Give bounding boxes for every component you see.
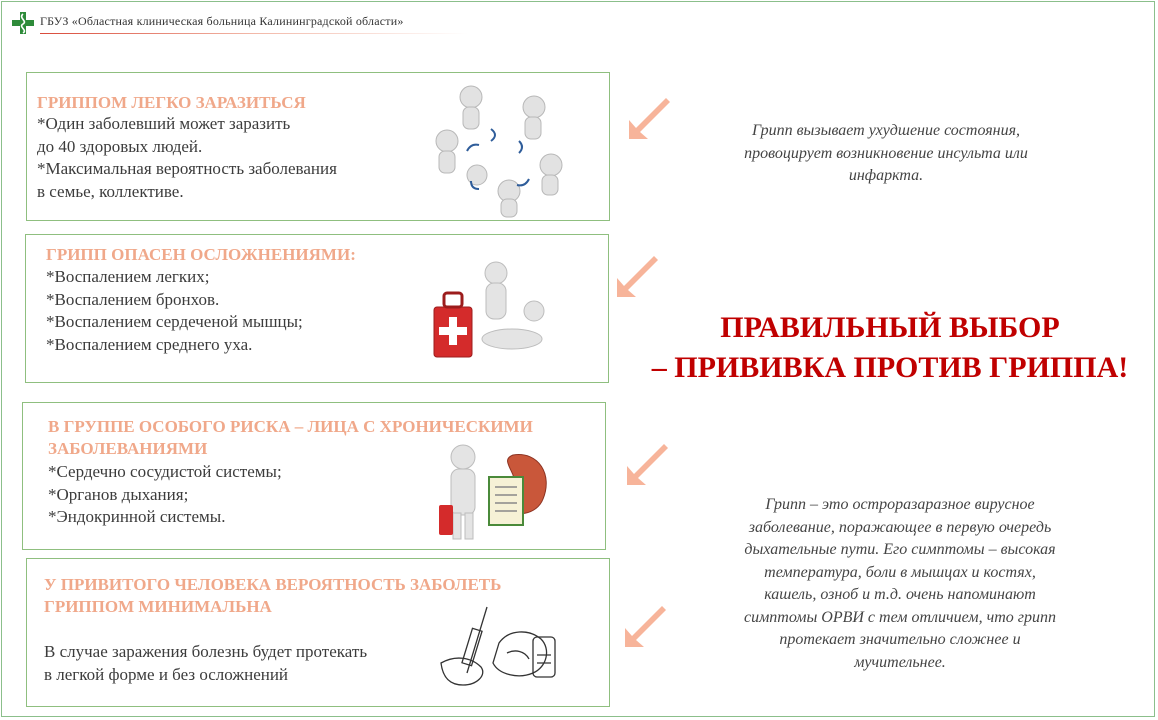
box-title-line: ГРИППОМ МИНИМАЛЬНА: [44, 597, 272, 616]
box-title: ГРИППОМ ЛЕГКО ЗАРАЗИТЬСЯ: [37, 93, 306, 112]
headline-line: ПРАВИЛЬНЫЙ ВЫБОР: [720, 311, 1060, 344]
box-text: [44, 641, 367, 686]
side-line: мучительнее.: [854, 653, 946, 671]
main-headline: [630, 308, 1150, 388]
box-line: *Максимальная вероятность заболевания: [37, 159, 337, 178]
box-title-line: В ГРУППЕ ОСОБОГО РИСКА – ЛИЦА С ХРОНИЧЕСКИМИ: [48, 417, 533, 436]
box-line: в легкой форме и без осложнений: [44, 664, 289, 684]
box-line: *Воспалением легких;: [46, 267, 210, 286]
side-line: инфаркта.: [848, 167, 924, 184]
box-line: В случае заражения болезнь будет протекать: [44, 642, 368, 661]
side-line: заболевание, поражающее в первую очередь: [748, 518, 1052, 536]
people-circle-image: [419, 79, 569, 219]
arrow-left-down-icon: [624, 602, 670, 652]
side-line: симптомы ОРВИ с тем отличием, что грипп: [743, 608, 1057, 626]
org-region: Калининградской области»: [259, 14, 404, 28]
side-line: Грипп вызывает ухудшение состояния,: [751, 122, 1021, 139]
doctor-kidney-image: [435, 443, 565, 543]
box-title: [44, 574, 501, 618]
box-text: [46, 266, 303, 356]
side-line: Грипп – это остроразаразное вирусное: [765, 496, 1035, 513]
arrow-left-down-icon: [626, 440, 672, 490]
side-note-top: [700, 120, 1072, 188]
box-line: до 40 здоровых людей.: [37, 136, 203, 156]
side-line: провоцирует возникновение инсульта или: [744, 144, 1028, 162]
side-line: температура, боли в мышцах и костях,: [764, 563, 1036, 581]
org-prefix: ГБУЗ «Областная клиническая больница: [40, 14, 257, 28]
headline-line: – ПРИВИВКА ПРОТИВ ГРИППА!: [651, 351, 1129, 384]
header-divider: [40, 33, 468, 34]
box-line: *Сердечно сосудистой системы;: [48, 462, 282, 481]
box-text: [37, 113, 337, 203]
box-text: [48, 461, 282, 529]
info-box-complications: [25, 234, 609, 383]
box-title: ГРИПП ОПАСЕН ОСЛОЖНЕНИЯМИ:: [46, 245, 356, 264]
info-box-vaccinated: [26, 558, 610, 707]
arrow-left-down-icon: [616, 252, 662, 302]
box-title-line: ЗАБОЛЕВАНИЯМИ: [48, 439, 208, 458]
box-line: *Воспалением бронхов.: [46, 289, 220, 309]
first-aid-image: [430, 259, 550, 374]
vaccination-image: [437, 603, 567, 695]
side-line: кашель, озноб и т.д. очень напоминают: [764, 586, 1036, 603]
organization-name: [40, 14, 404, 29]
side-note-bottom: [716, 494, 1084, 674]
arrow-left-down-icon: [628, 94, 674, 144]
info-box-risk-group: [22, 402, 606, 550]
box-line: в семье, коллективе.: [37, 181, 184, 201]
header: [10, 8, 460, 36]
hospital-logo-icon: [10, 10, 36, 36]
side-line: дыхательные пути. Его симптомы – высокая: [744, 541, 1056, 558]
box-line: *Воспалением среднего уха.: [46, 334, 253, 354]
side-line: протекает значительно сложнее и: [779, 631, 1021, 648]
box-line: *Один заболевший может заразить: [37, 114, 291, 133]
box-line: *Органов дыхания;: [48, 484, 189, 504]
info-box-contagious: [26, 72, 610, 221]
box-line: *Эндокринной системы.: [48, 507, 226, 526]
box-line: *Воспалением сердеченой мышцы;: [46, 312, 303, 331]
box-title-line: У ПРИВИТОГО ЧЕЛОВЕКА ВЕРОЯТНОСТЬ ЗАБОЛЕТЬ: [44, 575, 502, 594]
